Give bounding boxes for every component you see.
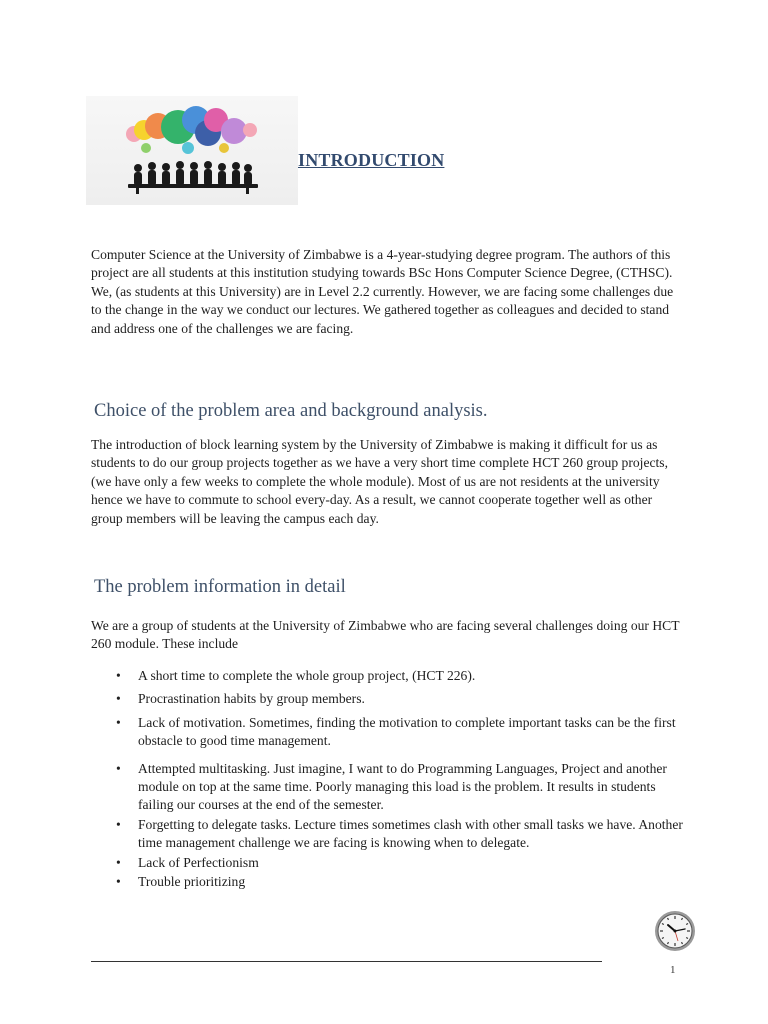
choice-section-paragraph: The introduction of block learning system by the University of Zimbabwe is making it difficult for us as students to do our group projects together as we have a very short time complete HCT 260 group projects, (we have only a few weeks to complete the whole module). Most of us are not residents at the university hence we have to commute to school every-day. As a result, we cannot cooperate together well as other group members will be leaving the campus each day. xyxy=(91,437,668,526)
wall-clock-icon xyxy=(654,910,696,952)
list-item xyxy=(91,667,691,685)
footer-divider xyxy=(91,961,602,962)
list-item xyxy=(91,854,691,872)
list-item-text: Procrastination habits by group members. xyxy=(138,691,365,707)
list-item-text: Forgetting to delegate tasks. Lecture times sometimes clash with other small tasks we have. Another time management challenge we are facing is knowing when to delegate. xyxy=(138,816,683,851)
page-number: 1 xyxy=(670,964,676,976)
list-item xyxy=(91,690,691,708)
problem-section-heading: The problem information in detail xyxy=(94,577,346,597)
bullet-icon: • xyxy=(116,854,121,870)
choice-section-heading: Choice of the problem area and background analysis. xyxy=(94,401,488,421)
list-item-text: A short time to complete the whole group project, (HCT 226). xyxy=(138,668,476,683)
bullet-icon: • xyxy=(116,874,121,890)
list-item xyxy=(91,816,691,853)
list-item xyxy=(91,714,691,751)
meeting-speech-bubbles-illustration xyxy=(86,96,298,205)
list-item-text: Attempted multitasking. Just imagine, I want to do Programming Languages, Project and another module on top at the same time. Poorly managing this load is the problem. It results in students failing our courses at the end of the semester. xyxy=(138,760,667,813)
challenges-bullet-list xyxy=(91,667,691,892)
list-item xyxy=(91,873,691,891)
bullet-icon: • xyxy=(116,714,121,730)
introduction-paragraph: Computer Science at the University of Zimbabwe is a 4-year-studying degree program. The authors of this project are all students at this institution studying towards BSc Hons Computer Science Degree, (CTHSC). We, (as students at this University) are in Level 2.2 currently. However, we are facing some challenges due to the change in the way we conduct our lectures. We gathered together as colleagues and decided to stand and address one of the challenges we are facing. xyxy=(91,247,674,336)
introduction-title: INTRODUCTION xyxy=(298,150,445,170)
list-item-text: Lack of Perfectionism xyxy=(138,854,259,870)
bullet-icon: • xyxy=(116,691,121,707)
problem-section-paragraph: We are a group of students at the University of Zimbabwe who are facing several challenges doing our HCT 260 module. These include xyxy=(91,618,680,652)
list-item xyxy=(91,760,691,815)
list-item-text: Trouble prioritizing xyxy=(138,874,246,890)
bullet-icon: • xyxy=(116,816,121,832)
bullet-icon: • xyxy=(116,668,121,683)
header-meeting-image xyxy=(86,96,298,205)
bullet-icon: • xyxy=(116,760,121,776)
list-item-text: Lack of motivation. Sometimes, finding the motivation to complete important tasks can be the first obstacle to good time management. xyxy=(138,714,676,749)
